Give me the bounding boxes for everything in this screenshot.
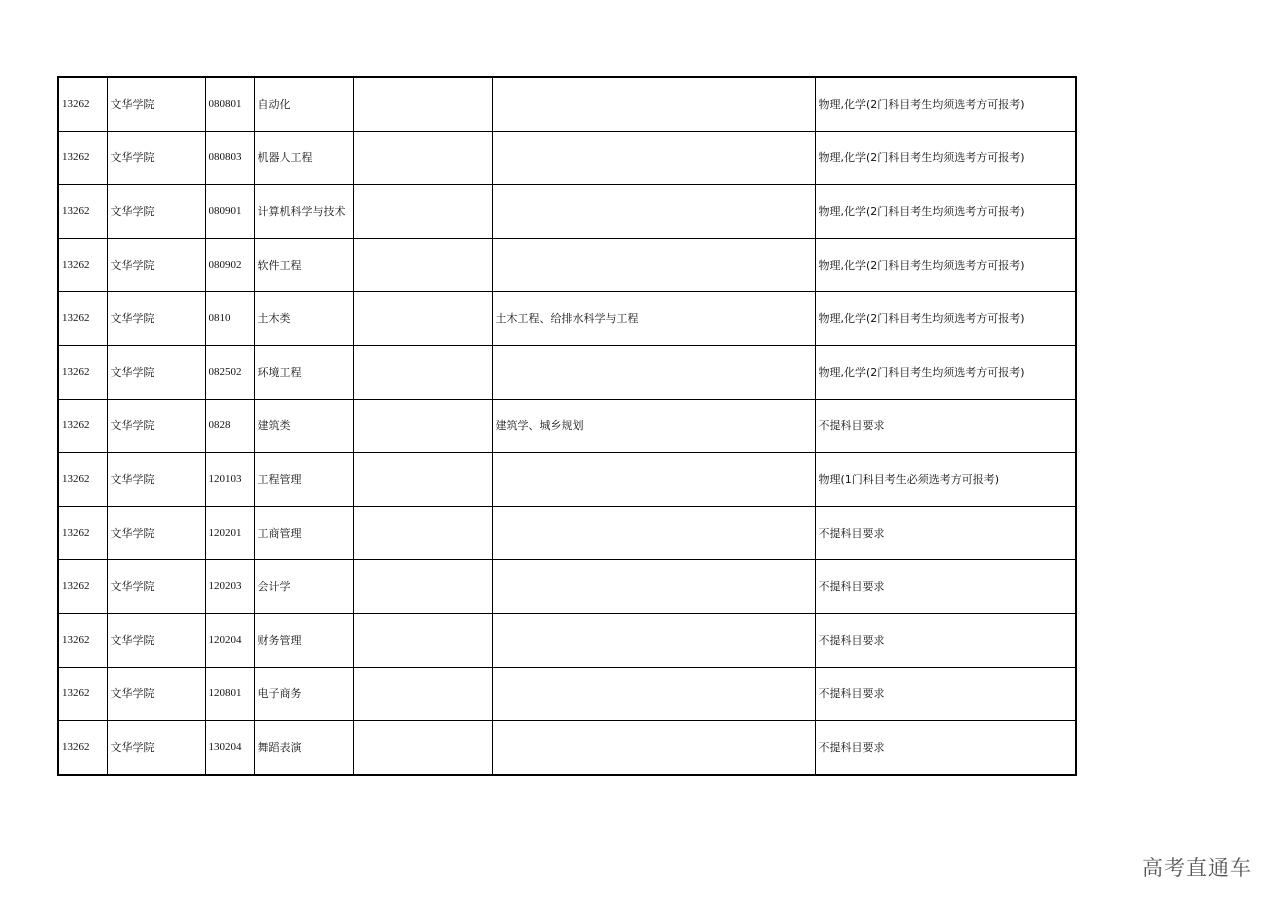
included-majors-cell xyxy=(492,185,815,239)
table-body xyxy=(58,77,1076,775)
subject-requirement-cell: 不提科目要求 xyxy=(815,667,1076,721)
note-cell xyxy=(353,613,492,667)
institution-name-cell: 文华学院 xyxy=(107,185,205,239)
watermark-text: 高考直通车 xyxy=(1142,856,1252,880)
note-cell xyxy=(353,131,492,185)
major-code-cell: 080901 xyxy=(205,185,254,239)
table-row xyxy=(58,77,1076,131)
table-row xyxy=(58,613,1076,667)
subject-requirement-cell: 不提科目要求 xyxy=(815,721,1076,775)
table-row xyxy=(58,721,1076,775)
table-row xyxy=(58,185,1076,239)
major-code-cell: 082502 xyxy=(205,345,254,399)
included-majors-cell xyxy=(492,238,815,292)
subject-requirement-cell: 不提科目要求 xyxy=(815,506,1076,560)
institution-code-cell: 13262 xyxy=(58,613,107,667)
major-name-cell: 环境工程 xyxy=(254,345,353,399)
major-name-cell: 电子商务 xyxy=(254,667,353,721)
included-majors-cell xyxy=(492,77,815,131)
included-majors-cell xyxy=(492,667,815,721)
included-majors-cell: 建筑学、城乡规划 xyxy=(492,399,815,453)
table-row xyxy=(58,131,1076,185)
subject-requirement-cell: 物理,化学(2门科目考生均须选考方可报考) xyxy=(815,238,1076,292)
institution-code-cell: 13262 xyxy=(58,721,107,775)
major-name-cell: 机器人工程 xyxy=(254,131,353,185)
institution-code-cell: 13262 xyxy=(58,185,107,239)
major-code-cell: 120204 xyxy=(205,613,254,667)
note-cell xyxy=(353,560,492,614)
table-row xyxy=(58,399,1076,453)
note-cell xyxy=(353,345,492,399)
major-name-cell: 舞蹈表演 xyxy=(254,721,353,775)
table-row xyxy=(58,667,1076,721)
note-cell xyxy=(353,238,492,292)
major-code-cell: 120201 xyxy=(205,506,254,560)
institution-code-cell: 13262 xyxy=(58,77,107,131)
major-code-cell: 120203 xyxy=(205,560,254,614)
major-code-cell: 080801 xyxy=(205,77,254,131)
institution-name-cell: 文华学院 xyxy=(107,560,205,614)
major-name-cell: 土木类 xyxy=(254,292,353,346)
institution-name-cell: 文华学院 xyxy=(107,399,205,453)
included-majors-cell xyxy=(492,560,815,614)
institution-name-cell: 文华学院 xyxy=(107,453,205,507)
note-cell xyxy=(353,399,492,453)
table-row xyxy=(58,345,1076,399)
included-majors-cell xyxy=(492,506,815,560)
institution-code-cell: 13262 xyxy=(58,560,107,614)
subject-requirement-cell: 不提科目要求 xyxy=(815,399,1076,453)
subject-requirement-cell: 物理,化学(2门科目考生均须选考方可报考) xyxy=(815,292,1076,346)
subject-requirement-cell: 物理(1门科目考生必须选考方可报考) xyxy=(815,453,1076,507)
subject-requirement-cell: 物理,化学(2门科目考生均须选考方可报考) xyxy=(815,345,1076,399)
table-row xyxy=(58,506,1076,560)
institution-code-cell: 13262 xyxy=(58,667,107,721)
major-code-cell: 080902 xyxy=(205,238,254,292)
major-name-cell: 工商管理 xyxy=(254,506,353,560)
major-name-cell: 软件工程 xyxy=(254,238,353,292)
table-row xyxy=(58,292,1076,346)
institution-code-cell: 13262 xyxy=(58,292,107,346)
institution-name-cell: 文华学院 xyxy=(107,345,205,399)
subject-requirement-cell: 物理,化学(2门科目考生均须选考方可报考) xyxy=(815,131,1076,185)
major-code-cell: 0810 xyxy=(205,292,254,346)
major-code-cell: 120103 xyxy=(205,453,254,507)
major-code-cell: 120801 xyxy=(205,667,254,721)
subject-requirement-cell: 物理,化学(2门科目考生均须选考方可报考) xyxy=(815,77,1076,131)
note-cell xyxy=(353,292,492,346)
institution-code-cell: 13262 xyxy=(58,506,107,560)
institution-name-cell: 文华学院 xyxy=(107,613,205,667)
major-name-cell: 计算机科学与技术 xyxy=(254,185,353,239)
note-cell xyxy=(353,453,492,507)
included-majors-cell xyxy=(492,613,815,667)
included-majors-cell xyxy=(492,453,815,507)
major-code-cell: 080803 xyxy=(205,131,254,185)
note-cell xyxy=(353,667,492,721)
subject-requirement-cell: 不提科目要求 xyxy=(815,613,1076,667)
note-cell xyxy=(353,721,492,775)
institution-code-cell: 13262 xyxy=(58,399,107,453)
included-majors-cell: 土木工程、给排水科学与工程 xyxy=(492,292,815,346)
institution-name-cell: 文华学院 xyxy=(107,292,205,346)
institution-name-cell: 文华学院 xyxy=(107,238,205,292)
major-code-cell: 130204 xyxy=(205,721,254,775)
major-name-cell: 财务管理 xyxy=(254,613,353,667)
institution-name-cell: 文华学院 xyxy=(107,131,205,185)
table-row xyxy=(58,560,1076,614)
institution-name-cell: 文华学院 xyxy=(107,506,205,560)
institution-code-cell: 13262 xyxy=(58,453,107,507)
table-row xyxy=(58,453,1076,507)
included-majors-cell xyxy=(492,721,815,775)
subject-requirement-cell: 不提科目要求 xyxy=(815,560,1076,614)
institution-code-cell: 13262 xyxy=(58,345,107,399)
note-cell xyxy=(353,506,492,560)
major-name-cell: 建筑类 xyxy=(254,399,353,453)
institution-name-cell: 文华学院 xyxy=(107,77,205,131)
major-code-cell: 0828 xyxy=(205,399,254,453)
included-majors-cell xyxy=(492,345,815,399)
table-row xyxy=(58,238,1076,292)
major-name-cell: 自动化 xyxy=(254,77,353,131)
major-name-cell: 工程管理 xyxy=(254,453,353,507)
institution-name-cell: 文华学院 xyxy=(107,667,205,721)
subject-requirement-cell: 物理,化学(2门科目考生均须选考方可报考) xyxy=(815,185,1076,239)
note-cell xyxy=(353,77,492,131)
note-cell xyxy=(353,185,492,239)
institution-name-cell: 文华学院 xyxy=(107,721,205,775)
requirements-table xyxy=(57,76,1077,776)
institution-code-cell: 13262 xyxy=(58,131,107,185)
major-name-cell: 会计学 xyxy=(254,560,353,614)
included-majors-cell xyxy=(492,131,815,185)
institution-code-cell: 13262 xyxy=(58,238,107,292)
